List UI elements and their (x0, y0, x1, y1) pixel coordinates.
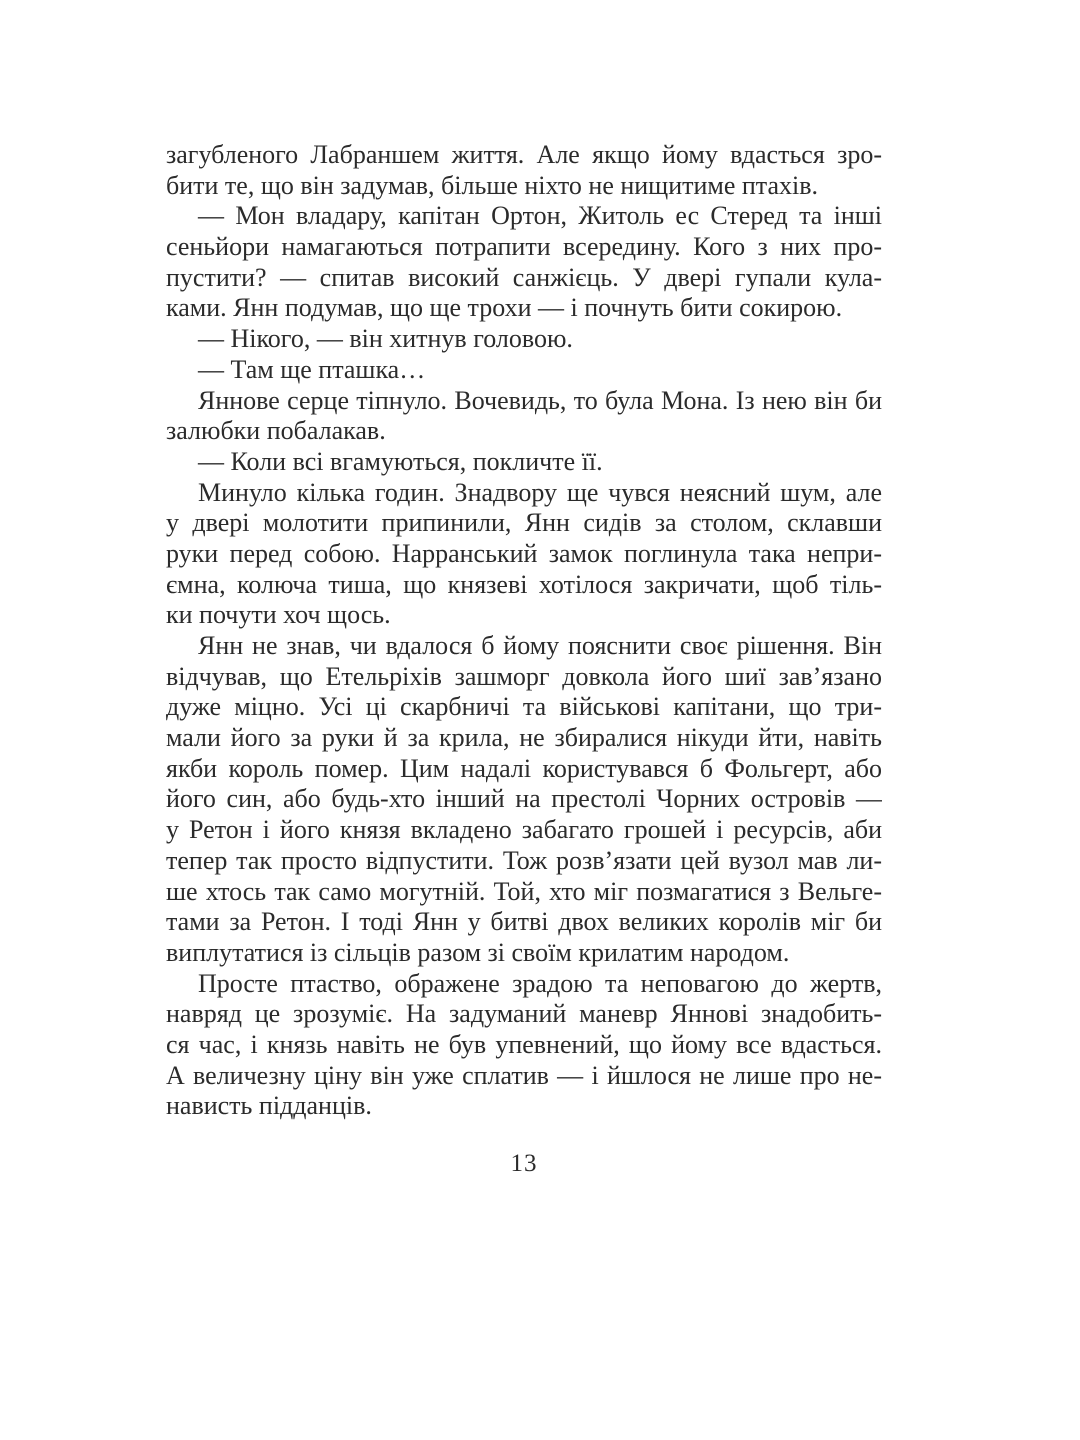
page-number: 13 (510, 1150, 538, 1177)
text-line: ки почути хоч щось. (166, 600, 391, 630)
text-line: руки перед собою. Нарранський замок поглинула така непри- (166, 538, 882, 568)
paragraph (166, 631, 882, 969)
text-line: сеньйори намагаються потрапити всередину. Кого з них про- (166, 232, 882, 262)
paragraph (166, 478, 882, 631)
text-line: у двері молотити припинили, Янн сидів за столом, склавши (166, 508, 882, 538)
text-line: бити те, що він задумав, більше ніхто не нищитиме птахів. (166, 170, 819, 200)
paragraph (166, 201, 882, 324)
text-line: нависть підданців. (166, 1091, 372, 1121)
text-line: його син, або будь-хто інший на престолі Чорних островів — (166, 784, 882, 814)
text-line: ся час, і князь навіть не був упевнений, що йому все вдасться. (166, 1029, 882, 1059)
text-line: — Мон владару, капітан Ортон, Житоль ес Стеред та інші (198, 201, 882, 231)
text-line: дуже міцно. Усі ці скарбничі та військові капітани, що три- (166, 692, 882, 722)
text-line: — Там ще пташка… (198, 354, 426, 384)
text-line: ками. Янн подумав, що ще трохи — і почнуть бити сокирою. (166, 293, 843, 323)
page-text-block (166, 140, 882, 1180)
text-line: Яннове серце тіпнуло. Вочевидь, то була Мона. Із нею він би (198, 385, 882, 415)
text-line: відчував, що Етельріхів зашморг довкола його шиї зав’язано (166, 661, 882, 691)
text-line: тепер так просто відпустити. Тож розв’язати цей вузол мав ли- (166, 845, 882, 875)
paragraph (166, 324, 882, 355)
text-line: загубленого Лабраншем життя. Але якщо йому вдасться зро- (166, 140, 882, 169)
text-line: А величезну ціну він уже сплатив — і йшлося не лише про не- (166, 1060, 882, 1090)
paragraph (166, 140, 882, 201)
text-line: пустити? — спитав високий санжієць. У двері гупали кула- (166, 262, 882, 292)
text-line: Янн не знав, чи вдалося б йому пояснити своє рішення. Він (198, 631, 882, 660)
paragraph (166, 969, 882, 1122)
paragraph (166, 386, 882, 447)
text-line: навряд це зрозуміє. На задуманий маневр Яннові знадобить- (166, 999, 882, 1029)
paragraph (166, 355, 882, 386)
text-line: ємна, колюча тиша, що князеві хотілося закричати, щоб тіль- (166, 569, 882, 599)
text-line: тами за Ретон. І тоді Янн у битві двох великих королів міг би (166, 907, 882, 937)
text-line: Просте птаство, ображене зрадою та неповагою до жертв, (198, 968, 882, 998)
text-line: мали його за руки й за крила, не збиралися нікуди йти, навіть (166, 723, 882, 753)
paragraph (166, 447, 882, 478)
text-line: у Ретон і його князя вкладено забагато грошей і ресурсів, аби (166, 815, 882, 845)
text-line: якби король помер. Цим надалі користувався б Фольгерт, або (166, 753, 882, 783)
text-line: ше хтось так само могутній. Той, хто міг позмагатися з Вельге- (166, 876, 882, 906)
text-line: — Нікого, — він хитнув головою. (198, 324, 573, 354)
text-line: виплутатися із сільців разом зі своїм крилатим народом. (166, 937, 790, 967)
text-line: залюбки побалакав. (166, 416, 386, 446)
text-line: — Коли всі вгамуються, покличте її. (198, 446, 603, 476)
text-line: Минуло кілька годин. Знадвору ще чувся неясний шум, але (198, 477, 882, 507)
